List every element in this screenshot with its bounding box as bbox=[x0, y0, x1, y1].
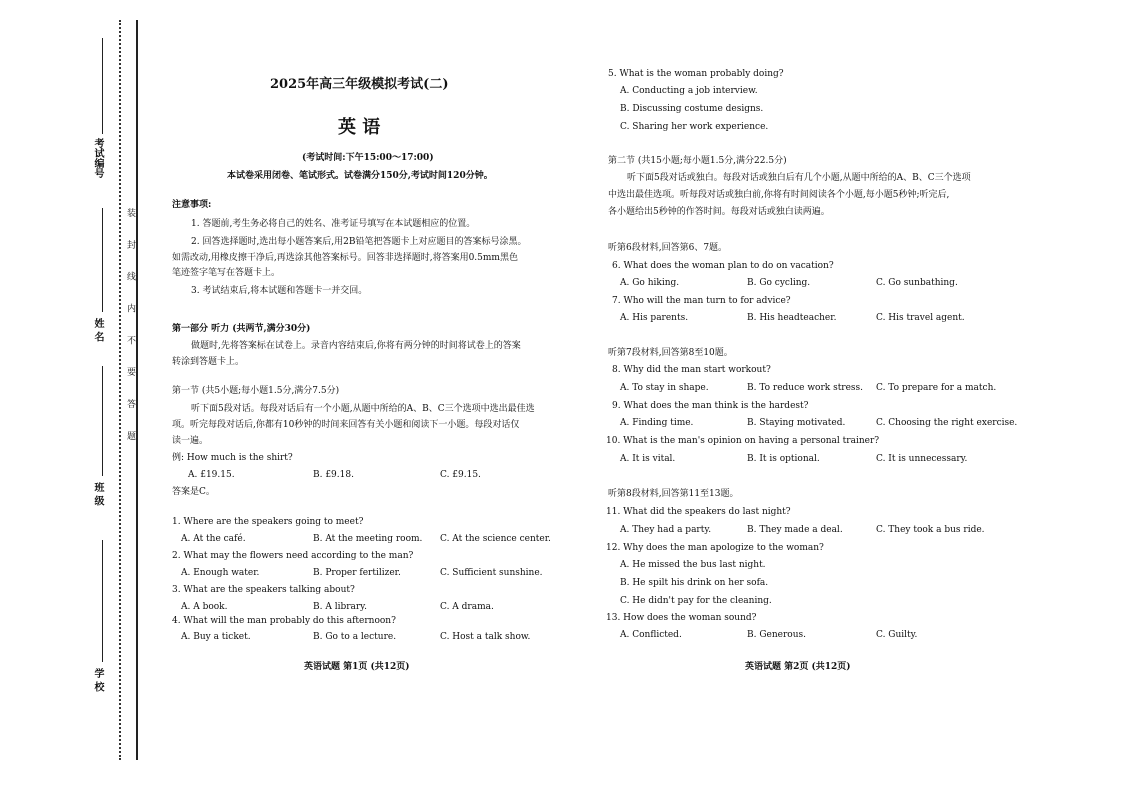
q9-option-a[interactable]: A. Finding time. bbox=[620, 418, 694, 428]
q7-option-c[interactable]: C. His travel agent. bbox=[876, 313, 965, 323]
material8-heading: 听第8段材料,回答第11至13题。 bbox=[608, 489, 739, 499]
section2-heading: 第二节 (共15小题;每小题1.5分,满分22.5分) bbox=[608, 156, 787, 166]
material6-heading: 听第6段材料,回答第6、7题。 bbox=[608, 243, 728, 253]
q7-option-a[interactable]: A. His parents. bbox=[620, 313, 689, 323]
q11-option-b[interactable]: B. They made a deal. bbox=[747, 525, 843, 535]
section1-desc-b: 项。听完每段对话后,你都有10秒钟的时间来回答有关小题和阅读下一小题。每段对话仅 bbox=[172, 420, 520, 430]
q3-option-c[interactable]: C. A drama. bbox=[440, 602, 494, 612]
q8-option-c[interactable]: C. To prepare for a match. bbox=[876, 383, 997, 393]
q9-option-c[interactable]: C. Choosing the right exercise. bbox=[876, 418, 1018, 428]
question-12: 12. Why does the man apologize to the woman? bbox=[606, 543, 824, 553]
school-label: 学 校 bbox=[92, 668, 103, 692]
q2-option-b[interactable]: B. Proper fertilizer. bbox=[313, 568, 401, 578]
q10-option-c[interactable]: C. It is unnecessary. bbox=[876, 454, 968, 464]
exam-title: 2025年高三年级模拟考试(二) bbox=[270, 77, 449, 92]
q12-option-c[interactable]: C. He didn't pay for the cleaning. bbox=[620, 596, 772, 606]
note-2c: 笔迹签字笔写在答题卡上。 bbox=[172, 268, 281, 278]
q13-option-c[interactable]: C. Guilty. bbox=[876, 630, 918, 640]
note-1: 1. 答题前,考生务必将自己的姓名、准考证号填写在本试题相应的位置。 bbox=[191, 219, 476, 229]
q2-option-c[interactable]: C. Sufficient sunshine. bbox=[440, 568, 543, 578]
q6-option-a[interactable]: A. Go hiking. bbox=[620, 278, 680, 288]
q4-option-c[interactable]: C. Host a talk show. bbox=[440, 632, 531, 642]
q3-option-a[interactable]: A. A book. bbox=[181, 602, 228, 612]
class-line[interactable] bbox=[102, 366, 103, 476]
section1-desc-c: 读一遍。 bbox=[172, 436, 209, 446]
subject-title: 英 语 bbox=[338, 117, 381, 138]
example-option-c: C. £9.15. bbox=[440, 470, 481, 480]
question-3: 3. What are the speakers talking about? bbox=[172, 585, 355, 595]
seal-text: 装 封 线 内 不 要 答 题 bbox=[125, 208, 135, 451]
question-11: 11. What did the speakers do last night? bbox=[606, 507, 791, 517]
question-7: 7. Who will the man turn to for advice? bbox=[612, 296, 791, 306]
question-5: 5. What is the woman probably doing? bbox=[608, 69, 784, 79]
q11-option-c[interactable]: C. They took a bus ride. bbox=[876, 525, 985, 535]
exam-no-label: 考试编号 bbox=[92, 138, 103, 178]
part1-desc-b: 转涂到答题卡上。 bbox=[172, 357, 245, 367]
q10-option-b[interactable]: B. It is optional. bbox=[747, 454, 820, 464]
q2-option-a[interactable]: A. Enough water. bbox=[181, 568, 260, 578]
dotted-seal-line bbox=[119, 20, 121, 760]
q11-option-a[interactable]: A. They had a party. bbox=[620, 525, 712, 535]
q4-option-b[interactable]: B. Go to a lecture. bbox=[313, 632, 397, 642]
question-2: 2. What may the flowers need according to the man? bbox=[172, 551, 414, 561]
exam-time: (考试时间:下午15:00～17:00) bbox=[302, 153, 434, 163]
name-label: 姓 名 bbox=[92, 318, 103, 342]
q6-option-c[interactable]: C. Go sunbathing. bbox=[876, 278, 958, 288]
q3-option-b[interactable]: B. A library. bbox=[313, 602, 367, 612]
example-question: 例: How much is the shirt? bbox=[172, 453, 293, 463]
example-option-a: A. £19.15. bbox=[188, 470, 235, 480]
section2-desc-c: 各小题给出5秒钟的作答时间。每段对话或独白读两遍。 bbox=[608, 207, 830, 217]
note-2b: 如需改动,用橡皮擦干净后,再选涂其他答案标号。回答非选择题时,将答案用0.5mm黑色 bbox=[172, 253, 518, 263]
material7-heading: 听第7段材料,回答第8至10题。 bbox=[608, 348, 733, 358]
footer-page-2: 英语试题 第2页 (共12页) bbox=[745, 662, 851, 672]
q9-option-b[interactable]: B. Staying motivated. bbox=[747, 418, 846, 428]
question-13: 13. How does the woman sound? bbox=[606, 613, 757, 623]
q7-option-b[interactable]: B. His headteacher. bbox=[747, 313, 837, 323]
note-3: 3. 考试结束后,将本试题和答题卡一并交回。 bbox=[191, 286, 368, 296]
q6-option-b[interactable]: B. Go cycling. bbox=[747, 278, 811, 288]
q8-option-b[interactable]: B. To reduce work stress. bbox=[747, 383, 864, 393]
question-4: 4. What will the man probably do this afternoon? bbox=[172, 616, 396, 626]
example-answer: 答案是C。 bbox=[172, 487, 215, 497]
notes-heading: 注意事项: bbox=[172, 200, 212, 210]
q1-option-c[interactable]: C. At the science center. bbox=[440, 534, 551, 544]
question-1: 1. Where are the speakers going to meet? bbox=[172, 517, 364, 527]
q13-option-b[interactable]: B. Generous. bbox=[747, 630, 806, 640]
binding-border bbox=[136, 20, 138, 760]
section2-desc-a: 听下面5段对话或独白。每段对话或独白后有几个小题,从题中所给的A、B、C三个选项 bbox=[627, 173, 971, 183]
name-line[interactable] bbox=[102, 208, 103, 312]
q12-option-a[interactable]: A. He missed the bus last night. bbox=[620, 560, 766, 570]
part1-desc-a: 做题时,先将答案标在试卷上。录音内容结束后,你将有两分钟的时间将试卷上的答案 bbox=[191, 341, 521, 351]
section1-desc-a: 听下面5段对话。每段对话后有一个小题,从题中所给的A、B、C三个选项中选出最佳选 bbox=[191, 404, 535, 414]
q1-option-b[interactable]: B. At the meeting room. bbox=[313, 534, 423, 544]
section1-heading: 第一节 (共5小题;每小题1.5分,满分7.5分) bbox=[172, 386, 340, 396]
school-line[interactable] bbox=[102, 540, 103, 662]
footer-page-1: 英语试题 第1页 (共12页) bbox=[304, 662, 410, 672]
class-label: 班 级 bbox=[92, 482, 103, 506]
note-2a: 2. 回答选择题时,选出每小题答案后,用2B铅笔把答题卡上对应题目的答案标号涂黑。 bbox=[191, 237, 527, 247]
question-6: 6. What does the woman plan to do on vacation? bbox=[612, 261, 834, 271]
question-8: 8. Why did the man start workout? bbox=[612, 365, 771, 375]
question-10: 10. What is the man's opinion on having a personal trainer? bbox=[606, 436, 880, 446]
q12-option-b[interactable]: B. He spilt his drink on her sofa. bbox=[620, 578, 769, 588]
exam-info: 本试卷采用闭卷、笔试形式。试卷满分150分,考试时间120分钟。 bbox=[227, 171, 493, 181]
q13-option-a[interactable]: A. Conflicted. bbox=[620, 630, 682, 640]
q1-option-a[interactable]: A. At the café. bbox=[181, 534, 246, 544]
q5-option-c[interactable]: C. Sharing her work experience. bbox=[620, 122, 769, 132]
q10-option-a[interactable]: A. It is vital. bbox=[620, 454, 676, 464]
exam-no-line[interactable] bbox=[102, 38, 103, 134]
question-9: 9. What does the man think is the hardest? bbox=[612, 401, 809, 411]
part1-heading: 第一部分 听力 (共两节,满分30分) bbox=[172, 324, 311, 334]
example-option-b: B. £9.18. bbox=[313, 470, 354, 480]
q5-option-a[interactable]: A. Conducting a job interview. bbox=[620, 86, 758, 96]
q5-option-b[interactable]: B. Discussing costume designs. bbox=[620, 104, 764, 114]
section2-desc-b: 中选出最佳选项。听每段对话或独白前,你将有时间阅读各个小题,每小题5秒钟;听完后, bbox=[608, 190, 950, 200]
q4-option-a[interactable]: A. Buy a ticket. bbox=[181, 632, 251, 642]
q8-option-a[interactable]: A. To stay in shape. bbox=[620, 383, 709, 393]
